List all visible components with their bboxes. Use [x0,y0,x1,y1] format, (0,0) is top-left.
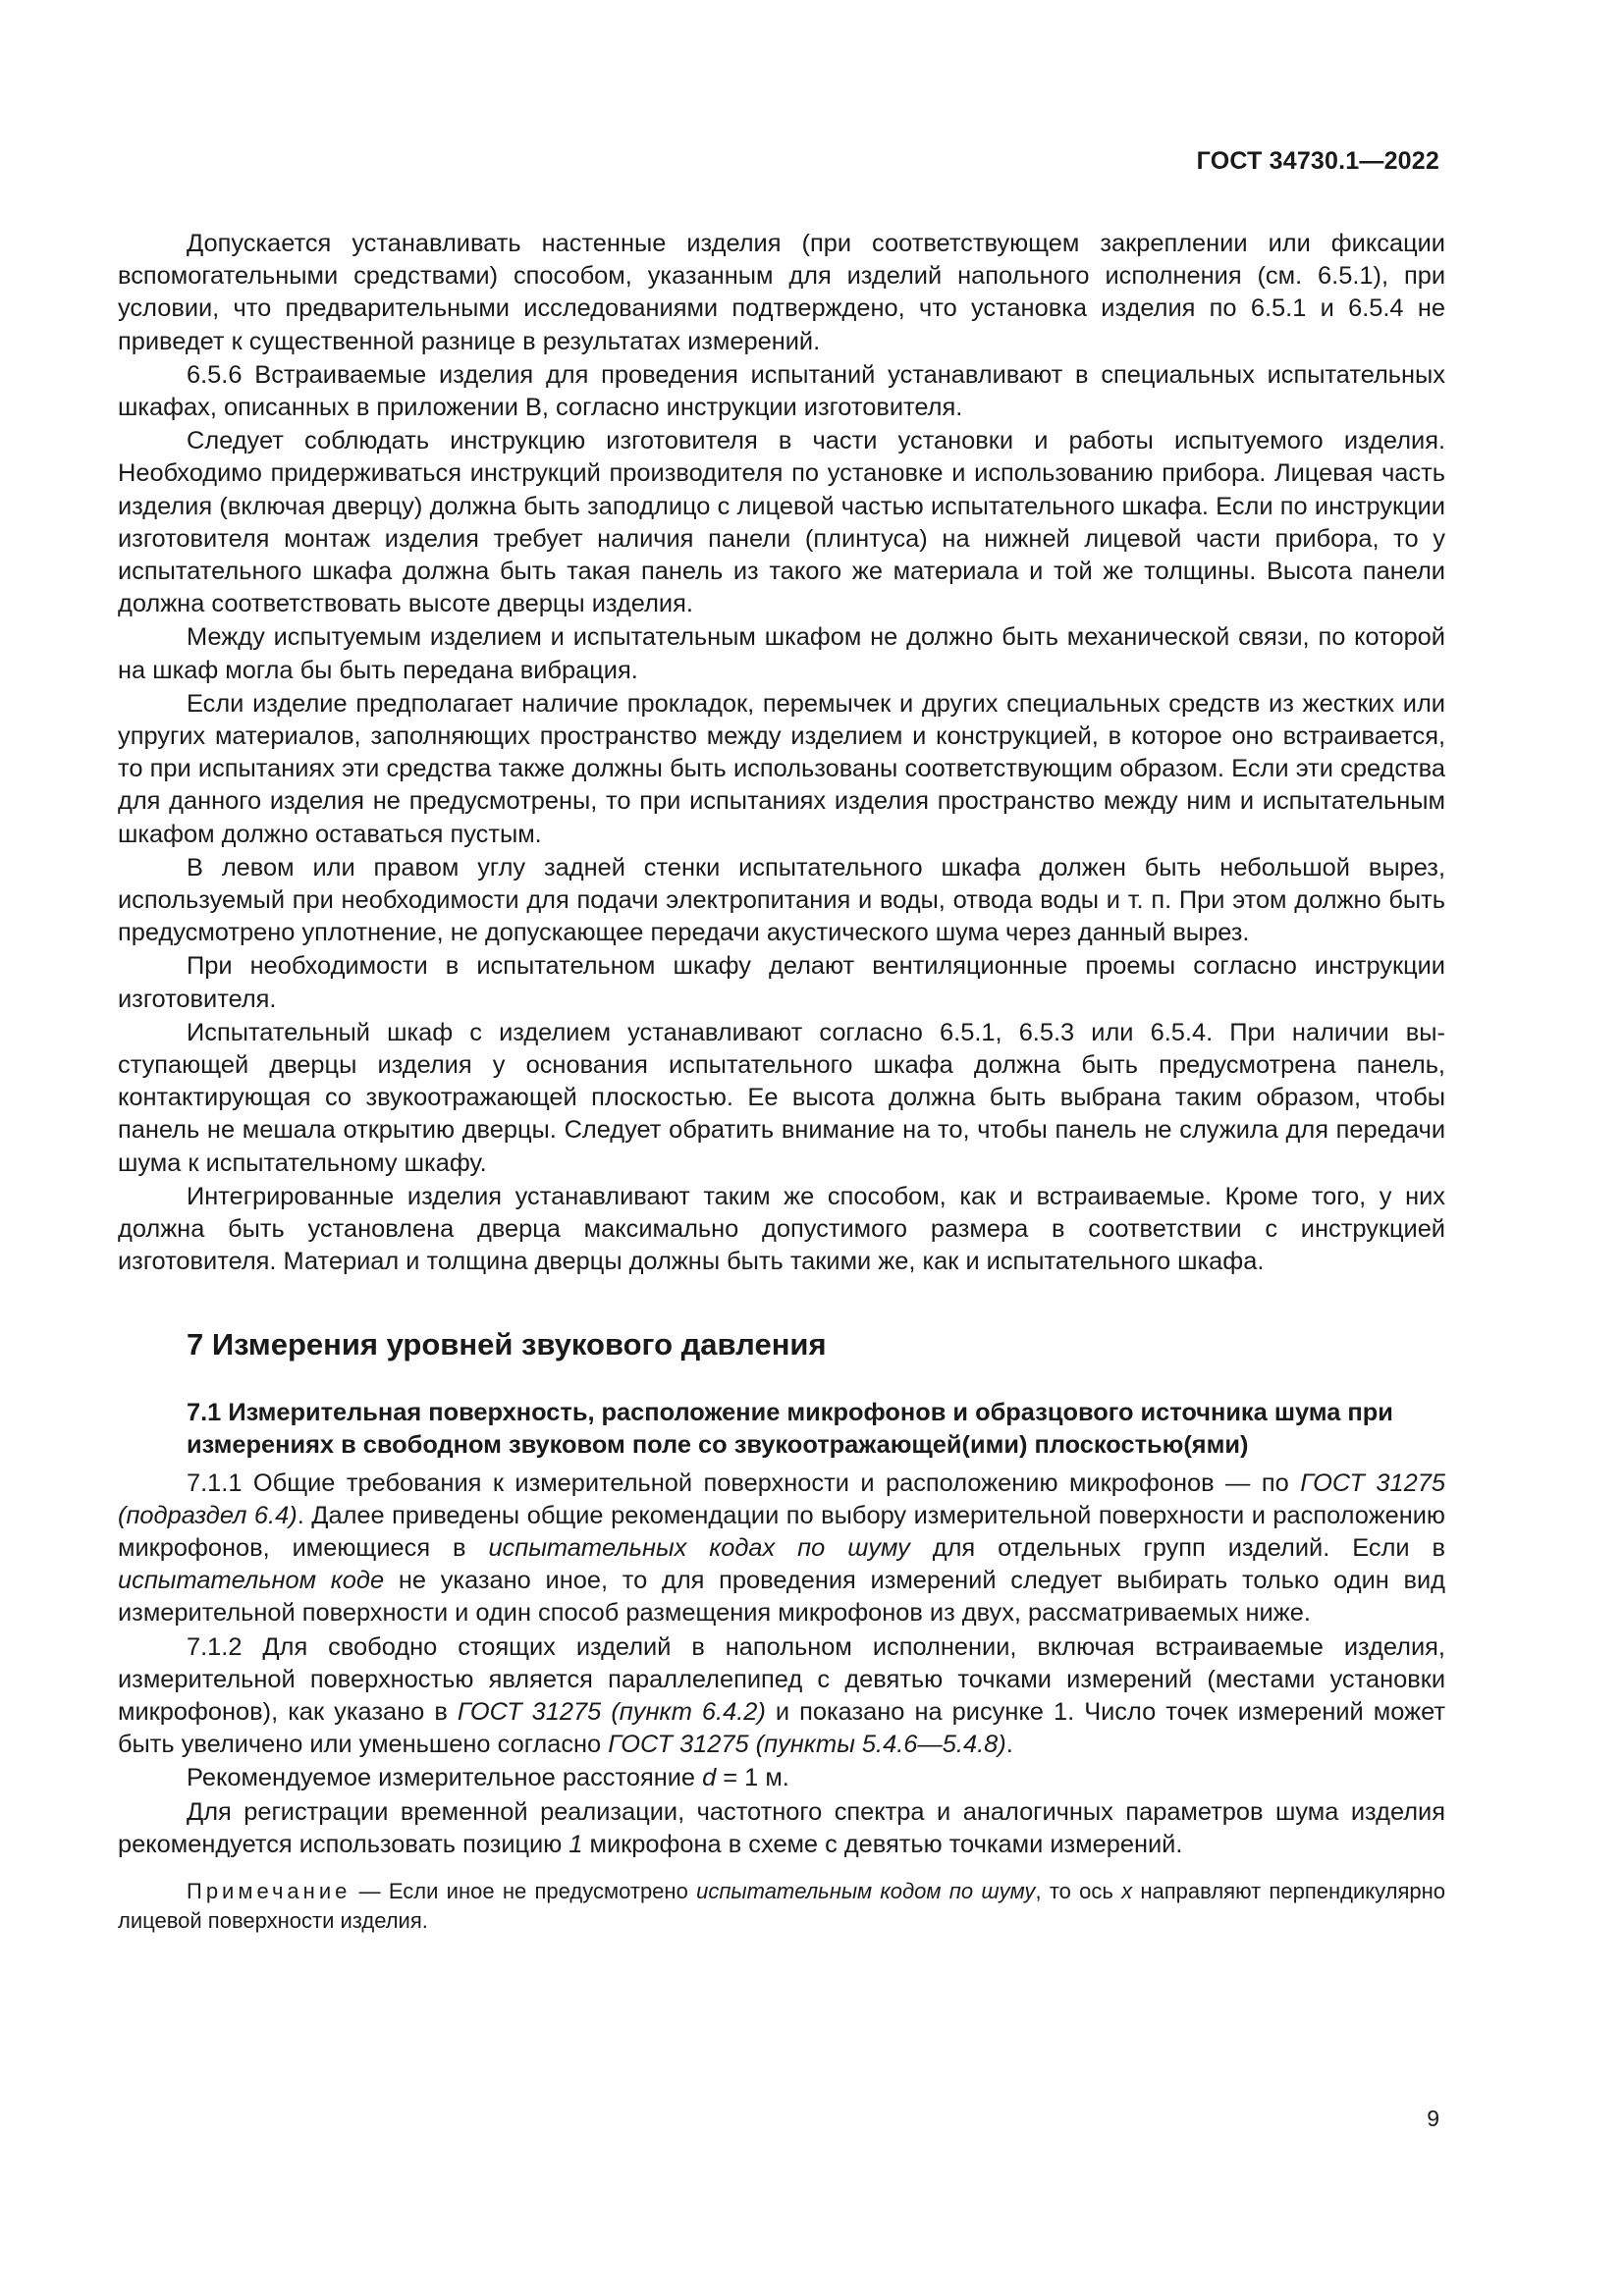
text-run: . Далее приведены общие рекомендации по выбору измерительной поверхности и расположению микрофонов, имеющиеся в [118,1501,1445,1562]
paragraph: Между испытуемым изделием и испытательным шкафом не должно быть механической связи, по которой на шкаф могла бы быть передана вибрация. [118,623,1445,684]
paragraph-distance [118,1762,1445,1794]
text-run: 7.1.2 Для свободно стоящих изделий в напольном исполнении, включая встраиваемые изделия, измерительной поверхностью является параллелепипед с девятью точками измерений (местами установки микрофонов), как указано в [118,1632,1445,1726]
paragraph: Если изделие предполагает наличие прокладок, перемычек и других специальных средств из жестких или упругих материалов, заполняющих пространство между изделием и конструкцией, в которое оно встраивается, то при испытаниях эти средства также должны быть использованы соответствующим образом. Если эти средства для данного изделия не предусмотрены, то при испытаниях изделия пространство между ним и испытательным шкафом должно оставаться пустым. [118,689,1445,848]
paragraph-position [118,1796,1445,1861]
text-run: — Если иное не предусмотрено [351,1878,697,1903]
document-body [118,228,1445,1936]
text-run: направляют перпендикулярно лицевой поверхности изделия. [118,1878,1445,1933]
text-run: для отдельных групп изделий. Если в [909,1533,1445,1562]
axis-x: x [1121,1878,1133,1903]
text-run: Рекомендуемое измерительное расстояние [187,1764,703,1792]
note [118,1877,1445,1936]
position-number: 1 [568,1830,583,1858]
paragraph: Допускается устанавливать настенные изделия (при соответствующем закреплении или фиксации вспомогательными средствами) способом, указанным для изделий напольного исполнения (см. 6.5.1), при условии, что предварительными исследованиями подтверждено, что установка изделия по 6.5.1 и 6.5.4 не приведет к существенной разнице в результатах измерений. [118,230,1445,355]
subsection-7-1-heading: 7.1 Измерительная поверхность, расположение микрофонов и образцового источника шума при измерениях в свободном звуковом поле со звукоотражающей(ими) плоскостью(ями) [187,1398,1393,1459]
paragraph: Испытательный шкаф с изделием устанавливают согласно 6.5.1, 6.5.3 или 6.5.4. При наличии выступающей дверцы изделия у основания испытательного шкафа должна быть предусмотрена панель, контактирующая со звукоотражающей плоскостью. Ее высота должна быть выбрана таким образом, чтобы панель не мешала открытию дверцы. Следует обратить внимание на то, чтобы панель не служила для передачи шума к испытательному шкафу. [118,1018,1445,1177]
reference-gost-31275: ГОСТ 31275 (пункт 6.4.2) [457,1697,766,1726]
paragraph: При необходимости в испытательном шкафу делают вентиляционные проемы согласно инструкции изготовителя. [118,952,1445,1013]
symbol-d: d [702,1764,717,1792]
text-run: не указано иное, то для проведения измерений следует выбирать только один вид измерительной поверхности и один способ размещения микрофонов из двух, рассматриваемых ниже. [118,1567,1445,1628]
text-run: = 1 м. [716,1764,789,1792]
text-run: , то ось [1035,1878,1122,1903]
term-test-codes: испытательных кодах по шуму [488,1533,910,1562]
text-run: Для регистрации временной реализации, частотного спектра и аналогичных параметров шума изделия рекомендуется использовать позицию [118,1797,1445,1858]
reference-gost-31275: ГОСТ 31275 (пункты 5.4.6—5.4.8) [608,1731,1006,1759]
term-test-code: испытательным кодом по шуму [696,1878,1036,1903]
text-run: и показано на рисунке 1. Число точек измерений может быть увеличено или уменьшено согласно [118,1697,1445,1759]
paragraph-7-1-2 [118,1631,1445,1762]
note-label: Примечание [187,1878,352,1903]
page-number: 9 [1427,2106,1439,2131]
text-run: микрофона в схеме с девятью точками измерений. [582,1830,1183,1858]
paragraph: В левом или правом углу задней стенки испытательного шкафа должен быть небольшой вырез, используемый при необходимости для подачи электропитания и воды, отвода воды и т. п. При этом должно быть предусмотрено уплотнение, не допускающее передачи акустического шума через данный вырез. [118,853,1445,947]
reference-gost-31275: ГОСТ 31275 (подраздел 6.4) [118,1468,1445,1529]
term-test-code: испытательном коде [118,1567,385,1595]
text-run: . [1005,1731,1013,1759]
document-code: ГОСТ 34730.1—2022 [1196,147,1439,175]
paragraph-6-5-6: 6.5.6 Встраиваемые изделия для проведения испытаний устанавливают в специальных испытательных шкафах, описанных в приложении В, согласно инструкции изготовителя. [118,360,1445,422]
paragraph: Следует соблюдать инструкцию изготовителя в части установки и работы испытуемого изделия. Необходимо придерживаться инструкций производителя по установке и использованию прибора. Лицевая часть изделия (включая дверцу) должна быть заподлицо с лицевой частью испытательного шкафа. Если по инструкции изготовителя монтаж изделия требует наличия панели (плинтуса) на нижней лицевой части прибора, то у испытательного шкафа должна быть такая панель из такого же материала и той же толщины. Высота панели должна соответствовать высоте дверцы изделия. [118,427,1445,618]
paragraph: Интегрированные изделия устанавливают таким же способом, как и встраиваемые. Кроме того, у них должна быть установлена дверца максимально допустимого размера в соответствии с инструкцией изготовителя. Материал и толщина дверцы должны быть такими же, как и испытательного шкафа. [118,1182,1445,1276]
section-7-heading: 7 Измерения уровней звукового давления [187,1326,827,1362]
text-run: 7.1.1 Общие требования к измерительной поверхности и расположению микрофонов — по [187,1468,1301,1497]
paragraph-7-1-1 [118,1468,1445,1630]
